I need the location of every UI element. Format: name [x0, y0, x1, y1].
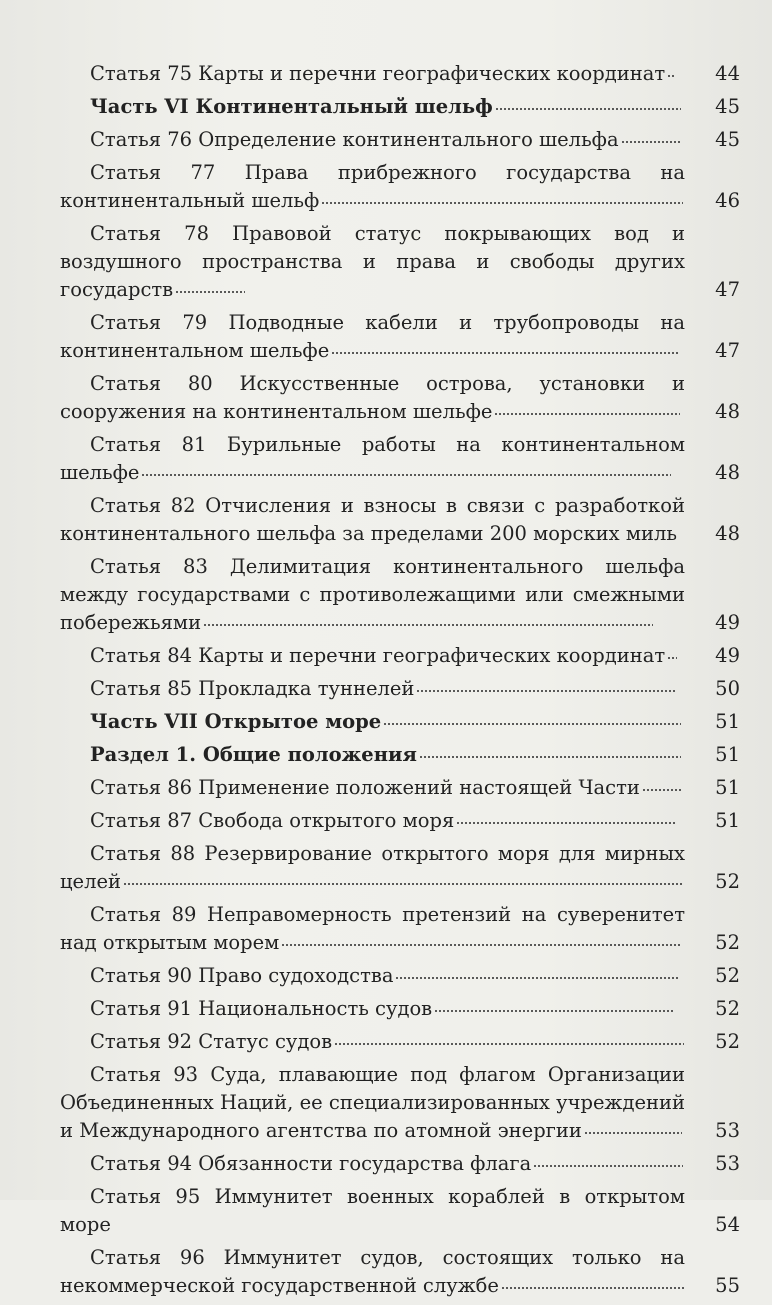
- toc-entry-title: [60, 492, 685, 548]
- toc-entry: [60, 962, 740, 990]
- toc-entry-title: [60, 1150, 685, 1178]
- toc-entry: [60, 370, 740, 426]
- toc-entry-title: [60, 159, 685, 215]
- toc-entry-title: [60, 370, 685, 426]
- toc-page-number: 52: [715, 964, 740, 987]
- toc-entry: [60, 807, 740, 835]
- toc-page-number: 53: [715, 1119, 740, 1142]
- toc-entry-title: [60, 995, 685, 1023]
- dot-leader: [456, 808, 676, 828]
- toc-entry-title: [60, 774, 685, 802]
- toc-entry-text: Статья 86 Применение положений настоящей Части: [90, 776, 640, 799]
- toc-entry: [60, 995, 740, 1023]
- dot-leader: [642, 775, 682, 795]
- toc-entry: [60, 1028, 740, 1056]
- dot-leader: [584, 1118, 682, 1138]
- toc-entry-title: [60, 93, 685, 121]
- dot-leader: [331, 338, 679, 358]
- toc-page-number: 51: [715, 710, 740, 733]
- toc-page-number: 55: [715, 1274, 740, 1297]
- toc-entry: [60, 159, 740, 215]
- dot-leader: [419, 742, 681, 762]
- toc-page-number: 48: [715, 522, 740, 545]
- toc-entry: [60, 1150, 740, 1178]
- dot-leader: [495, 94, 681, 114]
- toc-entry-text: Статья 75 Карты и перечни географических координат: [90, 62, 666, 85]
- toc-page-number: 53: [715, 1152, 740, 1175]
- toc-entry: [60, 126, 740, 154]
- toc-entry: [60, 901, 740, 957]
- toc-page-number: 54: [715, 1213, 740, 1236]
- toc-entry: [60, 553, 740, 637]
- dot-leader: [334, 1029, 684, 1049]
- toc-entry-text: Часть VI Континентальный шельф: [90, 95, 493, 118]
- toc-page-number: 50: [715, 677, 740, 700]
- toc-entry-text: Статья 82 Отчисления и взносы в связи с разработкой континентального шельфа за пределами 200 морских миль: [60, 494, 685, 545]
- toc-page-number: 45: [715, 128, 740, 151]
- toc-page-number: 47: [715, 339, 740, 362]
- toc-entry: [60, 1061, 740, 1145]
- toc-entry: [60, 675, 740, 703]
- toc-entry-text: Статья 89 Неправомерность претензий на суверенитет над открытым морем: [60, 903, 685, 954]
- dot-leader: [383, 709, 681, 729]
- toc-entry-title: [60, 1244, 685, 1300]
- toc-entry-title: [60, 708, 685, 736]
- toc-entry: [60, 708, 740, 736]
- toc-entry-title: [60, 741, 685, 769]
- dot-leader: [501, 1273, 685, 1293]
- toc-entry: [60, 492, 740, 548]
- toc-entry-text: Статья 79 Подводные кабели и трубопроводы на континентальном шельфе: [60, 311, 685, 362]
- toc-entry-title: [60, 1183, 685, 1239]
- toc-entry-text: Статья 96 Иммунитет судов, состоящих только на некоммерческой государственной службе: [60, 1246, 685, 1297]
- dot-leader: [141, 460, 671, 480]
- toc-entry-text: Раздел 1. Общие положения: [90, 743, 417, 766]
- toc-page-number: 46: [715, 189, 740, 212]
- dot-leader: [123, 869, 683, 889]
- toc-entry-title: [60, 840, 685, 896]
- dot-leader: [667, 61, 675, 81]
- toc-entry: [60, 60, 740, 88]
- toc-entry: [60, 93, 740, 121]
- toc-entry-title: [60, 220, 685, 304]
- toc-page-number: 51: [715, 776, 740, 799]
- dot-leader: [175, 277, 245, 297]
- table-of-contents: [60, 60, 740, 1305]
- dot-leader: [621, 127, 681, 147]
- toc-entry-text: Статья 90 Право судоходства: [90, 964, 394, 987]
- toc-page-number: 52: [715, 997, 740, 1020]
- toc-entry-title: [60, 901, 685, 957]
- toc-entry: [60, 642, 740, 670]
- toc-entry: [60, 840, 740, 896]
- toc-entry-text: Статья 93 Суда, плавающие под флагом Организации Объединенных Наций, ее специализированных учреждений и Международного агентства по атомной энергии: [60, 1063, 685, 1142]
- toc-entry-text: Статья 87 Свобода открытого моря: [90, 809, 455, 832]
- toc-page-number: 48: [715, 461, 740, 484]
- toc-page-number: 45: [715, 95, 740, 118]
- dot-leader: [416, 676, 676, 696]
- toc-entry-text: Статья 78 Правовой статус покрывающих вод и воздушного пространства и права и свободы других государств: [60, 222, 685, 301]
- toc-entry-text: Статья 95 Иммунитет военных кораблей в открытом море: [60, 1185, 685, 1236]
- toc-entry: [60, 774, 740, 802]
- toc-entry: [60, 220, 740, 304]
- toc-page-number: 51: [715, 809, 740, 832]
- toc-entry-title: [60, 60, 685, 88]
- toc-entry-text: Статья 76 Определение континентального шельфа: [90, 128, 619, 151]
- toc-entry-text: Статья 91 Национальность судов: [90, 997, 433, 1020]
- toc-entry: [60, 431, 740, 487]
- toc-entry-text: Статья 94 Обязанности государства флага: [90, 1152, 532, 1175]
- toc-entry-title: [60, 1028, 685, 1056]
- toc-entry-text: Статья 84 Карты и перечни географических координат: [90, 644, 666, 667]
- toc-page-number: 47: [715, 278, 740, 301]
- toc-page-number: 49: [715, 644, 740, 667]
- toc-entry-text: Статья 83 Делимитация континентального шельфа между государствами с противолежащими или смежными побережьями: [60, 555, 685, 634]
- dot-leader: [395, 963, 679, 983]
- toc-page-number: 48: [715, 400, 740, 423]
- toc-page-number: 52: [715, 870, 740, 893]
- dot-leader: [281, 930, 681, 950]
- toc-entry-text: Статья 81 Бурильные работы на континентальном шельфе: [60, 433, 685, 484]
- toc-page-number: 52: [715, 931, 740, 954]
- toc-entry-title: [60, 675, 685, 703]
- toc-entry-text: Статья 88 Резервирование открытого моря для мирных целей: [60, 842, 685, 893]
- toc-entry-title: [60, 553, 685, 637]
- toc-page-number: 49: [715, 611, 740, 634]
- toc-entry-text: Статья 92 Статус судов: [90, 1030, 333, 1053]
- toc-entry-text: Статья 80 Искусственные острова, установки и сооружения на континентальном шельфе: [60, 372, 685, 423]
- toc-entry-title: [60, 807, 685, 835]
- toc-entry: [60, 741, 740, 769]
- dot-leader: [434, 996, 674, 1016]
- dot-leader: [533, 1151, 683, 1171]
- toc-entry-title: [60, 962, 685, 990]
- toc-entry-text: Часть VII Открытое море: [90, 710, 382, 733]
- toc-entry-title: [60, 309, 685, 365]
- toc-entry-title: [60, 642, 685, 670]
- toc-entry: [60, 309, 740, 365]
- toc-page-number: 52: [715, 1030, 740, 1053]
- toc-entry-title: [60, 126, 685, 154]
- dot-leader: [667, 643, 677, 663]
- dot-leader: [321, 188, 683, 208]
- toc-page-number: 44: [715, 62, 740, 85]
- dot-leader: [203, 610, 653, 630]
- toc-entry: [60, 1183, 740, 1239]
- toc-entry-title: [60, 431, 685, 487]
- dot-leader: [494, 399, 680, 419]
- toc-entry-text: Статья 85 Прокладка туннелей: [90, 677, 415, 700]
- toc-entry: [60, 1244, 740, 1300]
- toc-page-number: 51: [715, 743, 740, 766]
- toc-entry-title: [60, 1061, 685, 1145]
- toc-entry-text: Статья 77 Права прибрежного государства на континентальный шельф: [60, 161, 685, 212]
